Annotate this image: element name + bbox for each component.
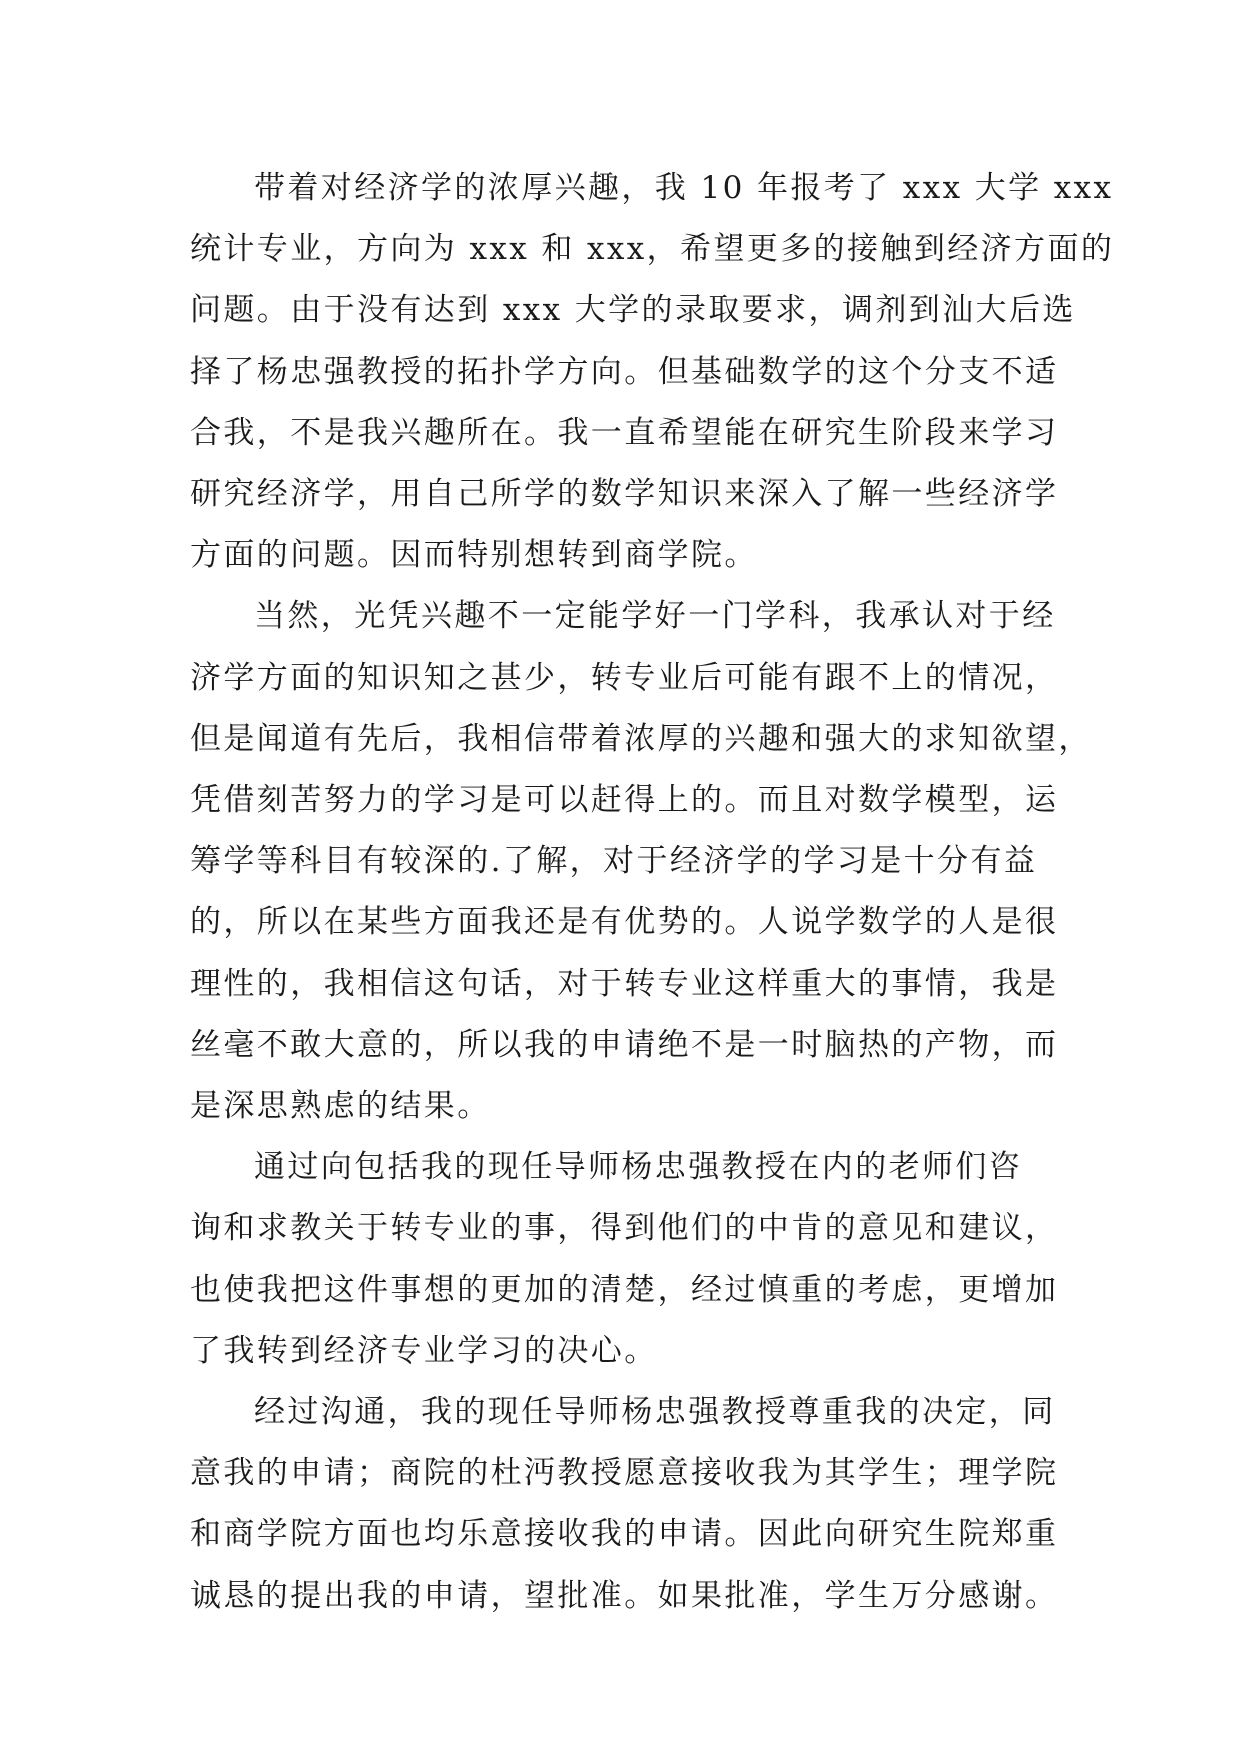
paragraph-2	[190, 586, 1092, 1137]
text-line: 研究经济学，用自己所学的数学知识来深入了解一些经济学	[190, 476, 1059, 513]
text-line: 当然，光凭兴趣不一定能学好一门学科，我承认对于经	[254, 598, 1056, 635]
document-body	[190, 158, 1115, 1627]
text-line: 丝毫不敢大意的，所以我的申请绝不是一时脑热的产物，而	[190, 1026, 1059, 1063]
text-line: 也使我把这件事想的更加的清楚，经过慎重的考虑，更增加	[190, 1271, 1059, 1308]
text-line: 询和求教关于转专业的事，得到他们的中肯的意见和建议，	[190, 1210, 1059, 1247]
text-line: 择了杨忠强教授的拓扑学方向。但基础数学的这个分支不适	[190, 353, 1059, 390]
text-line: 理性的，我相信这句话，对于转专业这样重大的事情，我是	[190, 965, 1059, 1002]
text-line: 和商学院方面也均乐意接收我的申请。因此向研究生院郑重	[190, 1516, 1059, 1553]
text-line: 合我，不是我兴趣所在。我一直希望能在研究生阶段来学习	[190, 414, 1059, 451]
text-line: 是深思熟虑的结果。	[190, 1088, 491, 1125]
text-line: 经过沟通，我的现任导师杨忠强教授尊重我的决定，同	[254, 1394, 1056, 1431]
paragraph-4	[190, 1382, 1060, 1627]
text-line: 方面的问题。因而特别想转到商学院。	[190, 537, 758, 574]
text-line: 筹学等科目有较深的.了解，对于经济学的学习是十分有益	[190, 843, 1038, 880]
text-line: 带着对经济学的浓厚兴趣，我 10 年报考了 xxx 大学 xxx	[254, 170, 1114, 206]
text-line: 的，所以在某些方面我还是有优势的。人说学数学的人是很	[190, 904, 1059, 941]
text-line: 凭借刻苦努力的学习是可以赶得上的。而且对数学模型，运	[190, 782, 1059, 819]
text-line: 济学方面的知识知之甚少，转专业后可能有跟不上的情况，	[190, 659, 1059, 696]
text-line: 了我转到经济专业学习的决心。	[190, 1332, 658, 1369]
text-line: 意我的申请；商院的杜沔教授愿意接收我为其学生；理学院	[190, 1455, 1059, 1492]
text-line: 但是闻道有先后，我相信带着浓厚的兴趣和强大的求知欲望，	[190, 720, 1092, 757]
text-line: 诚恳的提出我的申请，望批准。如果批准，学生万分感谢。	[190, 1577, 1059, 1614]
paragraph-3	[190, 1137, 1060, 1382]
text-line: 问题。由于没有达到 xxx 大学的录取要求，调剂到汕大后选	[190, 292, 1076, 329]
paragraph-1	[190, 158, 1115, 586]
text-line: 通过向包括我的现任导师杨忠强教授在内的老师们咨	[254, 1149, 1023, 1186]
text-line: 统计专业，方向为 xxx 和 xxx，希望更多的接触到经济方面的	[190, 231, 1115, 268]
